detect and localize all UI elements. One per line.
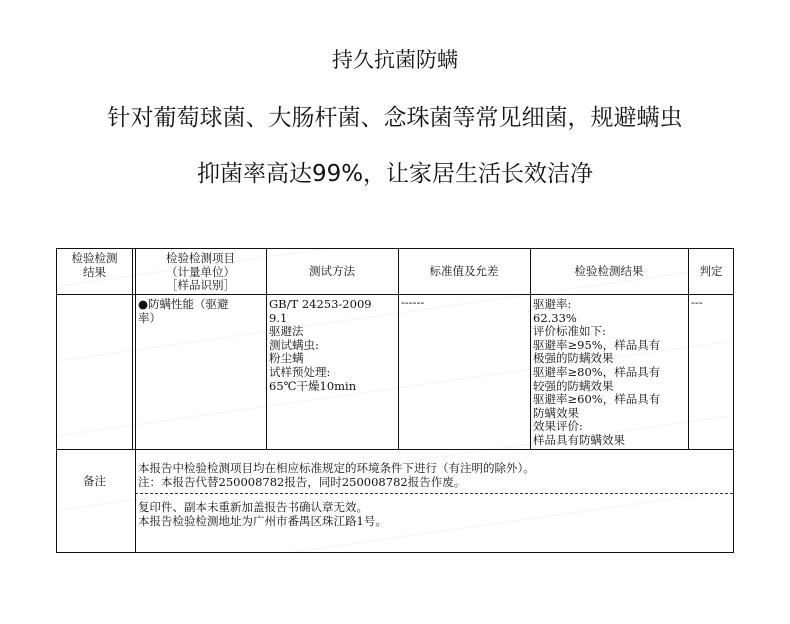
remarks-divider xyxy=(57,449,733,450)
result-cell xyxy=(533,298,660,448)
remarks-bottom xyxy=(138,501,387,528)
result-line: 较强的防螨效果 xyxy=(533,378,614,393)
method-line: 粉尘螨 xyxy=(269,351,304,366)
result-line: 极强的防螨效果 xyxy=(533,351,614,366)
headline-1: 持久抗菌防螨 xyxy=(332,48,458,72)
header-result-col-line: 检验检测 xyxy=(71,251,118,265)
header-result-col-line: 结果 xyxy=(83,264,106,279)
result-line: 驱避率≥80%，样品具有 xyxy=(533,364,661,379)
remarks-label: 备注 xyxy=(83,474,106,488)
header-judge: 判定 xyxy=(699,264,723,278)
remarks-line: 复印件、副本未重新加盖报告书确认章无效。 xyxy=(138,500,368,514)
method-line: 测试螨虫: xyxy=(269,337,319,352)
col-divider-3 xyxy=(398,249,399,449)
item-cell xyxy=(138,298,229,325)
col-divider-1b xyxy=(135,249,136,552)
header-item-col-line: ［样品识别］ xyxy=(166,278,235,293)
method-line: 试样预处理: xyxy=(269,364,331,379)
header-result-col xyxy=(57,252,132,279)
headline-2: 针对葡萄球菌、大肠杆菌、念珠菌等常见细菌，规避螨虫 xyxy=(107,105,683,131)
test-report-table xyxy=(56,248,734,553)
item-line: ●防螨性能（驱避 xyxy=(138,297,229,311)
col-divider-4 xyxy=(530,249,531,449)
header-detect-result: 检验检测结果 xyxy=(574,264,644,278)
result-line: 效果评价: xyxy=(533,419,583,434)
method-cell xyxy=(269,298,372,393)
headline-3: 抑菌率高达99%，让家居生活长效洁净 xyxy=(196,161,594,187)
header-item-col-line: （计量单位） xyxy=(166,264,235,279)
result-line: 评价标准如下: xyxy=(533,324,606,339)
remarks-top xyxy=(138,462,535,489)
standard-cell: ------ xyxy=(401,295,425,309)
col-divider-2 xyxy=(266,249,267,449)
remarks-line: 本报告检验检测地址为广州市番禺区珠江路1号。 xyxy=(138,513,387,528)
result-line: 驱避率: xyxy=(533,297,572,311)
method-line: GB/T 24253-2009 xyxy=(269,297,372,311)
remarks-dashed-divider xyxy=(135,493,733,494)
col-divider-5 xyxy=(688,249,689,449)
header-item-col xyxy=(135,252,266,293)
col-divider-1 xyxy=(132,249,133,449)
result-line: 62.33% xyxy=(533,310,577,325)
result-line: 防螨效果 xyxy=(533,405,579,420)
method-line: 9.1 xyxy=(269,310,288,325)
result-line: 驱避率≥60%，样品具有 xyxy=(533,392,661,407)
method-line: 65℃干燥10min xyxy=(269,378,357,393)
item-line: 率） xyxy=(138,310,161,325)
header-standard: 标准值及允差 xyxy=(429,264,499,278)
header-item-col-line: 检验检测项目 xyxy=(166,251,235,265)
header-method: 测试方法 xyxy=(309,264,355,278)
judge-cell: --- xyxy=(691,295,703,309)
method-line: 驱避法 xyxy=(269,324,304,339)
remarks-line: 注：本报告代替250008782报告，同时250008782报告作废。 xyxy=(138,474,466,489)
result-line: 驱避率≥95%，样品具有 xyxy=(533,337,661,352)
result-line: 样品具有防螨效果 xyxy=(533,432,625,447)
header-divider xyxy=(57,294,733,295)
remarks-line: 本报告中检验检测项目均在相应标准规定的环境条件下进行（有注明的除外）。 xyxy=(138,461,535,475)
